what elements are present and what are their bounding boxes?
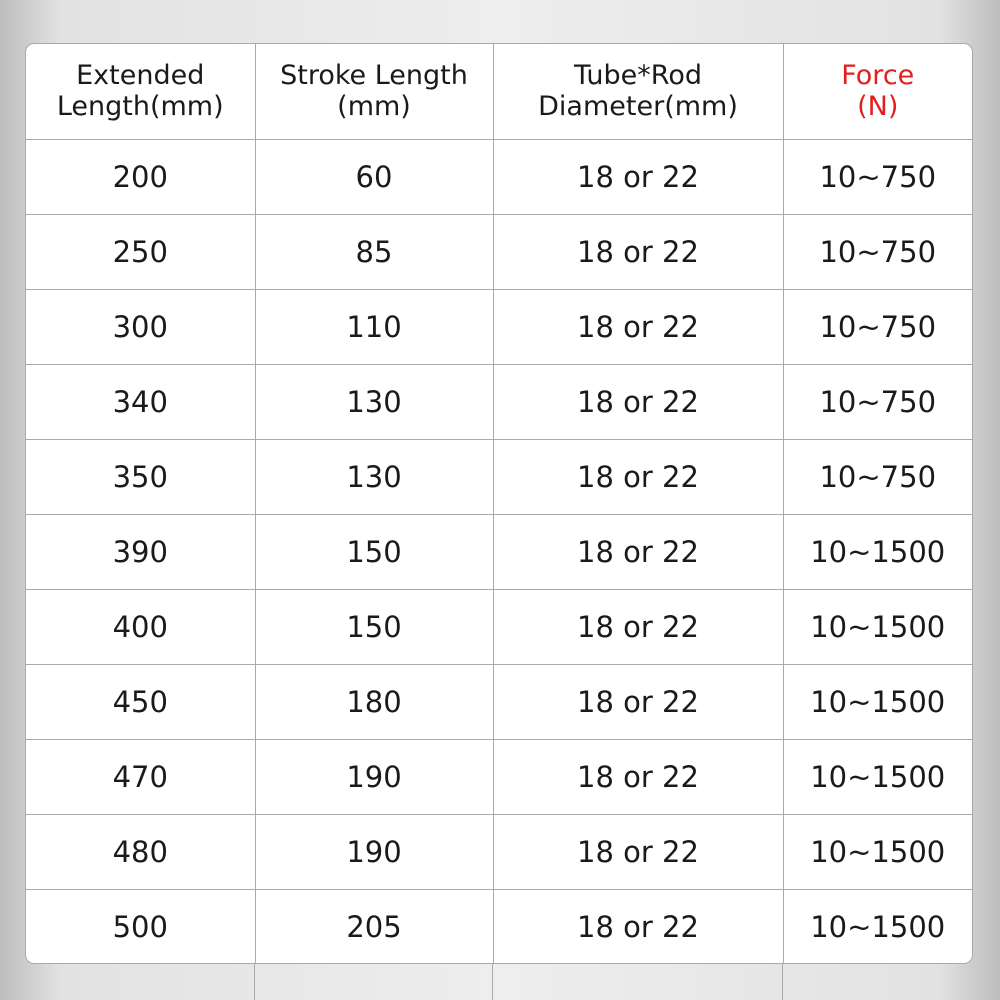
cell-stroke-length: 190 — [255, 739, 493, 814]
cell-stroke-length: 85 — [255, 214, 493, 289]
cell-extended-length: 250 — [26, 214, 255, 289]
table-row — [26, 214, 972, 289]
cell-tube-rod-diameter: 18 or 22 — [493, 589, 783, 664]
cell-tube-rod-diameter: 18 or 22 — [493, 814, 783, 889]
header-force — [783, 44, 972, 139]
header-line: Tube*Rod — [574, 60, 702, 92]
table-row — [26, 889, 972, 964]
cell-stroke-length: 60 — [255, 139, 493, 214]
cell-extended-length: 340 — [26, 364, 255, 439]
cell-force: 10~1500 — [783, 589, 972, 664]
header-line: Stroke Length — [280, 60, 468, 92]
table-row — [26, 589, 972, 664]
table-row — [26, 289, 972, 364]
header-stroke-length — [255, 44, 493, 139]
cell-tube-rod-diameter: 18 or 22 — [493, 439, 783, 514]
header-line: Diameter(mm) — [538, 91, 738, 123]
cell-extended-length: 350 — [26, 439, 255, 514]
cell-stroke-length: 110 — [255, 289, 493, 364]
cell-force: 10~750 — [783, 139, 972, 214]
cell-tube-rod-diameter: 18 or 22 — [493, 214, 783, 289]
cell-extended-length: 390 — [26, 514, 255, 589]
cell-stroke-length: 150 — [255, 589, 493, 664]
cell-tube-rod-diameter: 18 or 22 — [493, 289, 783, 364]
table-row — [26, 739, 972, 814]
cell-extended-length: 470 — [26, 739, 255, 814]
cell-extended-length: 480 — [26, 814, 255, 889]
cell-tube-rod-diameter: 18 or 22 — [493, 664, 783, 739]
grid-line — [492, 964, 493, 1000]
table-row — [26, 439, 972, 514]
header-line: Extended — [76, 60, 205, 92]
cell-tube-rod-diameter: 18 or 22 — [493, 139, 783, 214]
table-row — [26, 514, 972, 589]
cell-stroke-length: 180 — [255, 664, 493, 739]
cell-stroke-length: 205 — [255, 889, 493, 964]
cell-extended-length: 450 — [26, 664, 255, 739]
cell-tube-rod-diameter: 18 or 22 — [493, 364, 783, 439]
cell-tube-rod-diameter: 18 or 22 — [493, 889, 783, 964]
header-line: Force — [841, 60, 915, 92]
cell-force: 10~1500 — [783, 664, 972, 739]
cell-force: 10~1500 — [810, 909, 946, 944]
cell-stroke-length: 130 — [255, 364, 493, 439]
spec-table-card — [25, 43, 973, 964]
cell-tube-rod-diameter: 18 or 22 — [493, 514, 783, 589]
cell-extended-length: 200 — [26, 139, 255, 214]
header-line: (N) — [857, 91, 899, 123]
cell-force: 10~750 — [783, 214, 972, 289]
spec-table — [26, 44, 972, 964]
header-extended-length — [26, 44, 255, 139]
cell-force: 10~750 — [783, 289, 972, 364]
cell-stroke-length: 190 — [255, 814, 493, 889]
table-row — [26, 139, 972, 214]
table-row — [26, 664, 972, 739]
header-line: Length(mm) — [56, 91, 224, 123]
cell-force: 10~1500 — [783, 814, 972, 889]
cell-extended-length: 300 — [26, 289, 255, 364]
header-tube-rod-diameter — [493, 44, 783, 139]
cell-extended-length: 500 — [26, 889, 255, 964]
table-row — [26, 364, 972, 439]
table-header-row — [26, 44, 972, 139]
table-row — [26, 814, 972, 889]
grid-line — [782, 964, 783, 1000]
grid-line — [254, 964, 255, 1000]
cell-force: 10~1500 — [783, 514, 972, 589]
cell-force: 10~750 — [783, 364, 972, 439]
cell-force: 10~750 — [783, 439, 972, 514]
cell-stroke-length: 150 — [255, 514, 493, 589]
cell-force: 10~1500 — [783, 739, 972, 814]
cell-stroke-length: 130 — [255, 439, 493, 514]
cell-tube-rod-diameter: 18 or 22 — [493, 739, 783, 814]
header-line: (mm) — [337, 91, 411, 123]
cell-extended-length: 400 — [26, 589, 255, 664]
